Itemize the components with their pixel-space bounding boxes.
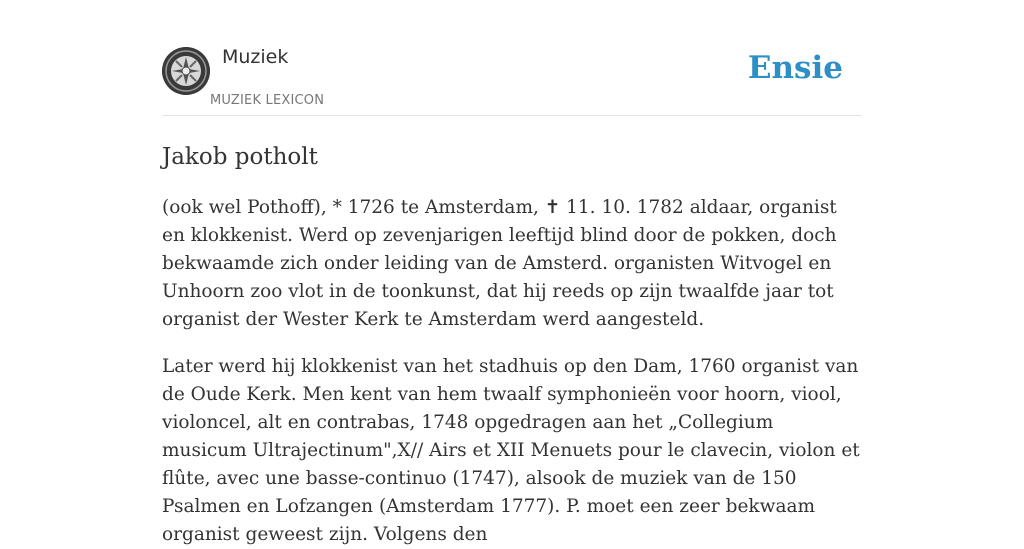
brand-logo-link[interactable]: Ensie [747,50,843,86]
page [162,0,862,549]
site-subtitle: MUZIEK LEXICON [210,93,325,108]
site-header [162,0,862,116]
article-paragraph: Later werd hij klokkenist van het stadhuis op den Dam, 1760 organist van de Oude Kerk. Men kent van hem twaalf symphonieën voor hoorn, viool, violoncel, alt en contrabas, 1748 opgedragen aan het „Collegium musicum Ultrajectinum",X// Airs et XII Menuets pour le clavecin, violon et flûte, avec une basse-continuo (1747), alsook de muziek van de 150 Psalmen en Lofzangen (Amsterdam 1777). P. moet een zeer bekwaam organist geweest zijn. Volgens den [162,356,860,545]
site-name[interactable]: Muziek [222,46,289,68]
article-title: Jakob potholt [162,144,318,170]
article-body [162,194,862,549]
article-paragraph: (ook wel Pothoff), * 1726 te Amsterdam, ✝ 11. 10. 1782 aldaar, organist en klokkenist. Werd op zevenjarigen leeftijd blind door de pokken, doch bekwaamde zich onder leiding van de Amsterd. organisten Witvogel en Unhoorn zoo vlot in de toonkunst, dat hij reeds op zijn twaalfde jaar tot organist der Wester Kerk te Amsterdam werd aangesteld. [162,197,837,330]
music-emblem-icon[interactable] [162,47,210,95]
